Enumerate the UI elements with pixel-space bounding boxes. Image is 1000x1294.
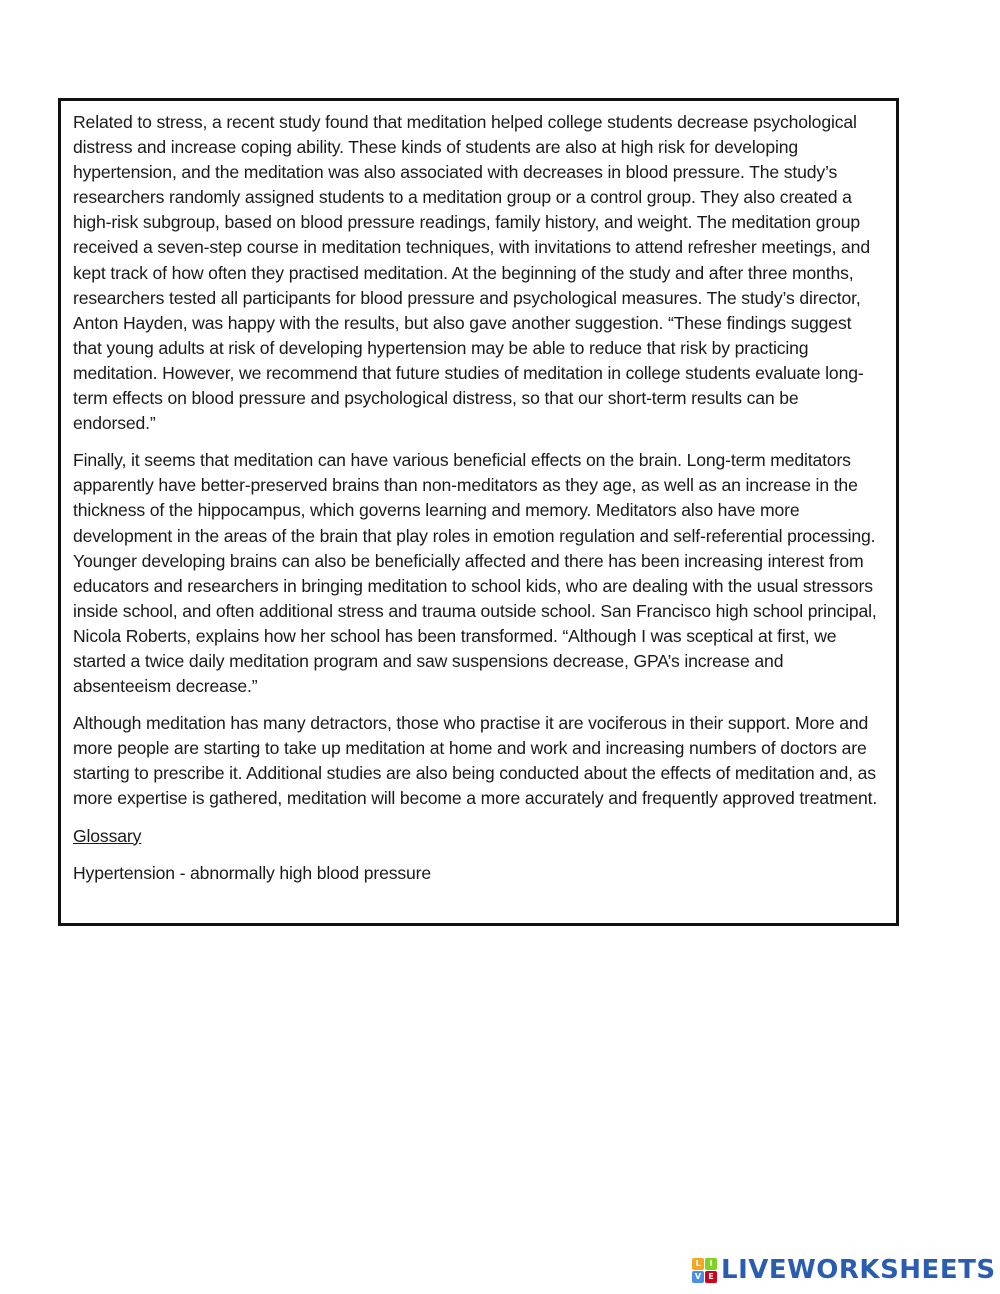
glossary-heading: Glossary — [73, 825, 142, 846]
logo-tile-v: V — [692, 1271, 704, 1283]
glossary-entry: Hypertension - abnormally high blood pressure — [73, 862, 432, 883]
paragraph-brain-effects: Finally, it seems that meditation can have various beneficial effects on the brain. Long-term meditators apparently have better-preserved brains than non-meditators as they age, as well as an increase in the thickness of the hippocampus, which governs learning and memory. Meditators also have more development in the areas of the brain that play roles in emotion regulation and self-referential processing. Younger developing brains can also be beneficially affected and there has been increasing interest from educators and researchers in bringing meditation to school kids, who are dealing with the usual stressors inside school, and often additional stress and trauma outside school. San Francisco high school principal, Nicola Roberts, explains how her school has been transformed. “Although I was sceptical at first, we started a twice daily meditation program and saw suspensions decrease, GPA’s increase and absenteeism decrease.” — [73, 450, 877, 697]
paragraph-conclusion: Although meditation has many detractors, those who practise it are vociferous in their support. More and more people are starting to take up meditation at home and work and increasing numbers of doctors are starting to prescribe it. Additional studies are also being conducted about the effects of meditation and, as more expertise is gathered, meditation will become a more accurately and frequently approved treatment. — [73, 713, 878, 809]
liveworksheets-logo-icon — [692, 1258, 717, 1283]
paragraph-study-results: Related to stress, a recent study found that meditation helped college students decrease psychological distress and increase coping ability. These kinds of students are also at high risk for developing hypertension, and the meditation was also associated with decreases in blood pressure. The study’s researchers randomly assigned students to a meditation group or a control group. They also created a high-risk subgroup, based on blood pressure readings, family history, and weight. The meditation group received a seven-step course in meditation techniques, with invitations to attend refresher meetings, and kept track of how often they practised meditation. At the beginning of the study and after three months, researchers tested all participants for blood pressure and psychological measures. The study’s director, Anton Hayden, was happy with the results, but also gave another suggestion. “These findings suggest that young adults at risk of developing hypertension may be able to reduce that risk by practicing meditation. However, we recommend that future studies of meditation in college students evaluate long-term effects on blood pressure and psychological distress, so that our short-term results can be endorsed.” — [73, 112, 870, 434]
logo-tile-e: E — [705, 1271, 717, 1283]
brand-name: LIVEWORKSHEETS — [721, 1255, 996, 1285]
logo-tile-l: L — [692, 1258, 704, 1270]
liveworksheets-brand — [692, 1253, 996, 1287]
logo-tile-i: I — [705, 1258, 717, 1270]
reading-passage-box — [58, 98, 899, 926]
